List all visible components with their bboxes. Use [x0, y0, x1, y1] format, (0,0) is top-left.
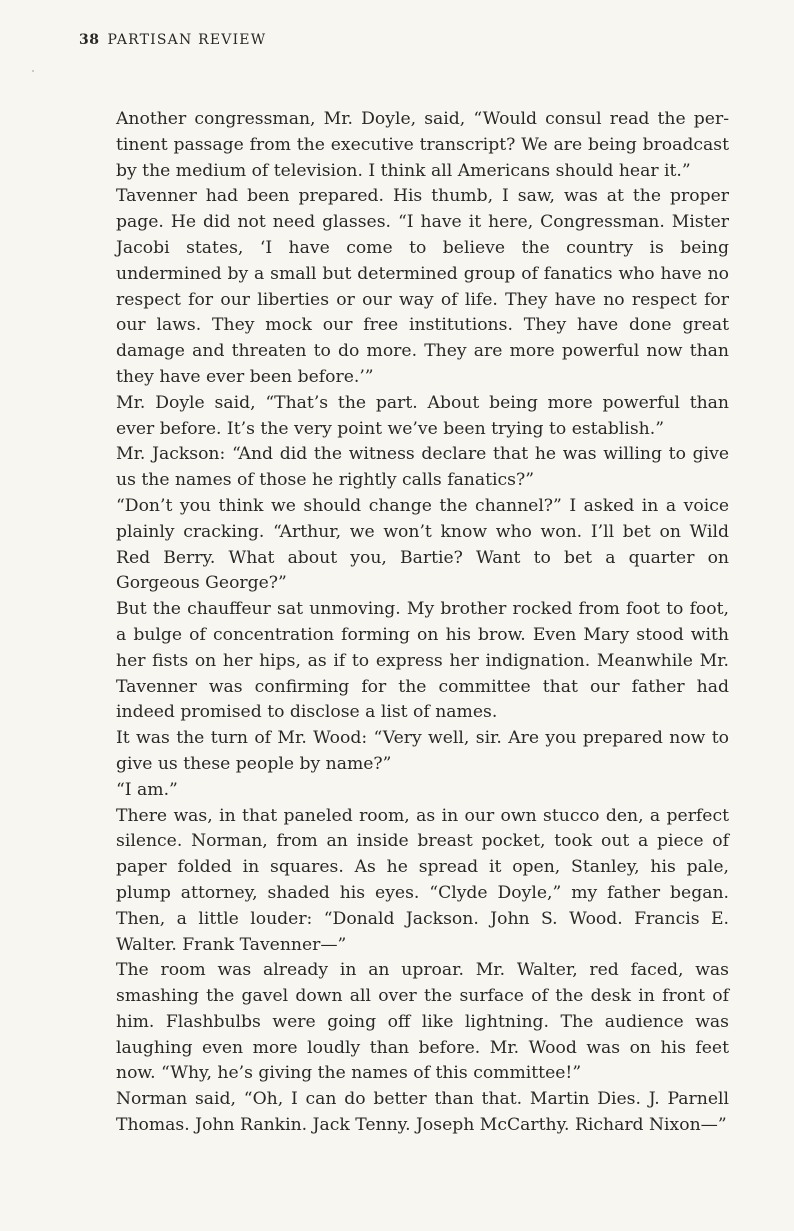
body-text	[116, 107, 729, 1139]
paragraph: “Don’t you think we should change the channel?” I asked in a voice plainly cracking. “Arthur, we won’t know who won. I’ll bet on Wild Red Berry. What about you, Bartie? Want to bet a quarter on Gorgeous George?”	[116, 495, 729, 594]
journal-title: PARTISAN REVIEW	[107, 32, 267, 48]
paragraph: “I am.”	[116, 779, 178, 800]
paragraph: It was the turn of Mr. Wood: “Very well, sir. Are you prepared now to give us these people by name?”	[116, 728, 729, 774]
paragraph: Mr. Jackson: “And did the witness declare that he was willing to give us the names of those he rightly calls fanatics?”	[116, 444, 729, 491]
paragraph: Another congressman, Mr. Doyle, said, “Would consul read the pertinent passage from the executive transcript? We are being broadcast by the medium of television. I think all Americans should hear it.”	[116, 109, 729, 181]
paragraph: Mr. Doyle said, “That’s the part. About being more powerful than ever before. It’s the very point we’ve been trying to establish.”	[116, 392, 729, 439]
paragraph: Tavenner had been prepared. His thumb, I saw, was at the proper page. He did not need glasses. “I have it here, Congressman. Mister Jacobi states, ‘I have come to believe the country is being undermined by a small but determined group of fanatics who have no respect for our liberties or our way of life. They have no respect for our laws. They mock our free institutions. They have done great damage and threaten to do more. They are more powerful now than they have ever been before.’”	[116, 186, 729, 387]
paragraph: But the chauffeur sat unmoving. My brother rocked from foot to foot, a bulge of concentration forming on his brow. Even Mary stood with her fists on her hips, as if to express her indignation. Meanwhile Mr. Tavenner was confirming for the committee that our father had indeed promised to disclose a list of names.	[116, 599, 729, 723]
margin-speck	[32, 70, 34, 72]
running-head	[79, 32, 266, 48]
paragraph: There was, in that paneled room, as in our own stucco den, a perfect silence. Norman, from an inside breast pocket, took out a piece of paper folded in squares. As he spread it open, Stanley, his pale, plump attorney, shaded his eyes. “Clyde Doyle,” my father began. Then, a little louder: “Donald Jackson. John S. Wood. Francis E. Walter. Frank Tavenner—”	[116, 805, 729, 955]
paragraph: The room was already in an uproar. Mr. Walter, red faced, was smashing the gavel down all over the surface of the desk in front of him. Flashbulbs were going off like lightning. The audience was laughing even more loudly than before. Mr. Wood was on his feet now. “Why, he’s giving the names of this committee!”	[116, 960, 729, 1084]
paragraph: Norman said, “Oh, I can do better than that. Martin Dies. J. Parnell Thomas. John Rankin. Jack Tenny. Joseph McCarthy. Richard Nixon—”	[116, 1089, 729, 1136]
page-number: 38	[79, 32, 100, 48]
